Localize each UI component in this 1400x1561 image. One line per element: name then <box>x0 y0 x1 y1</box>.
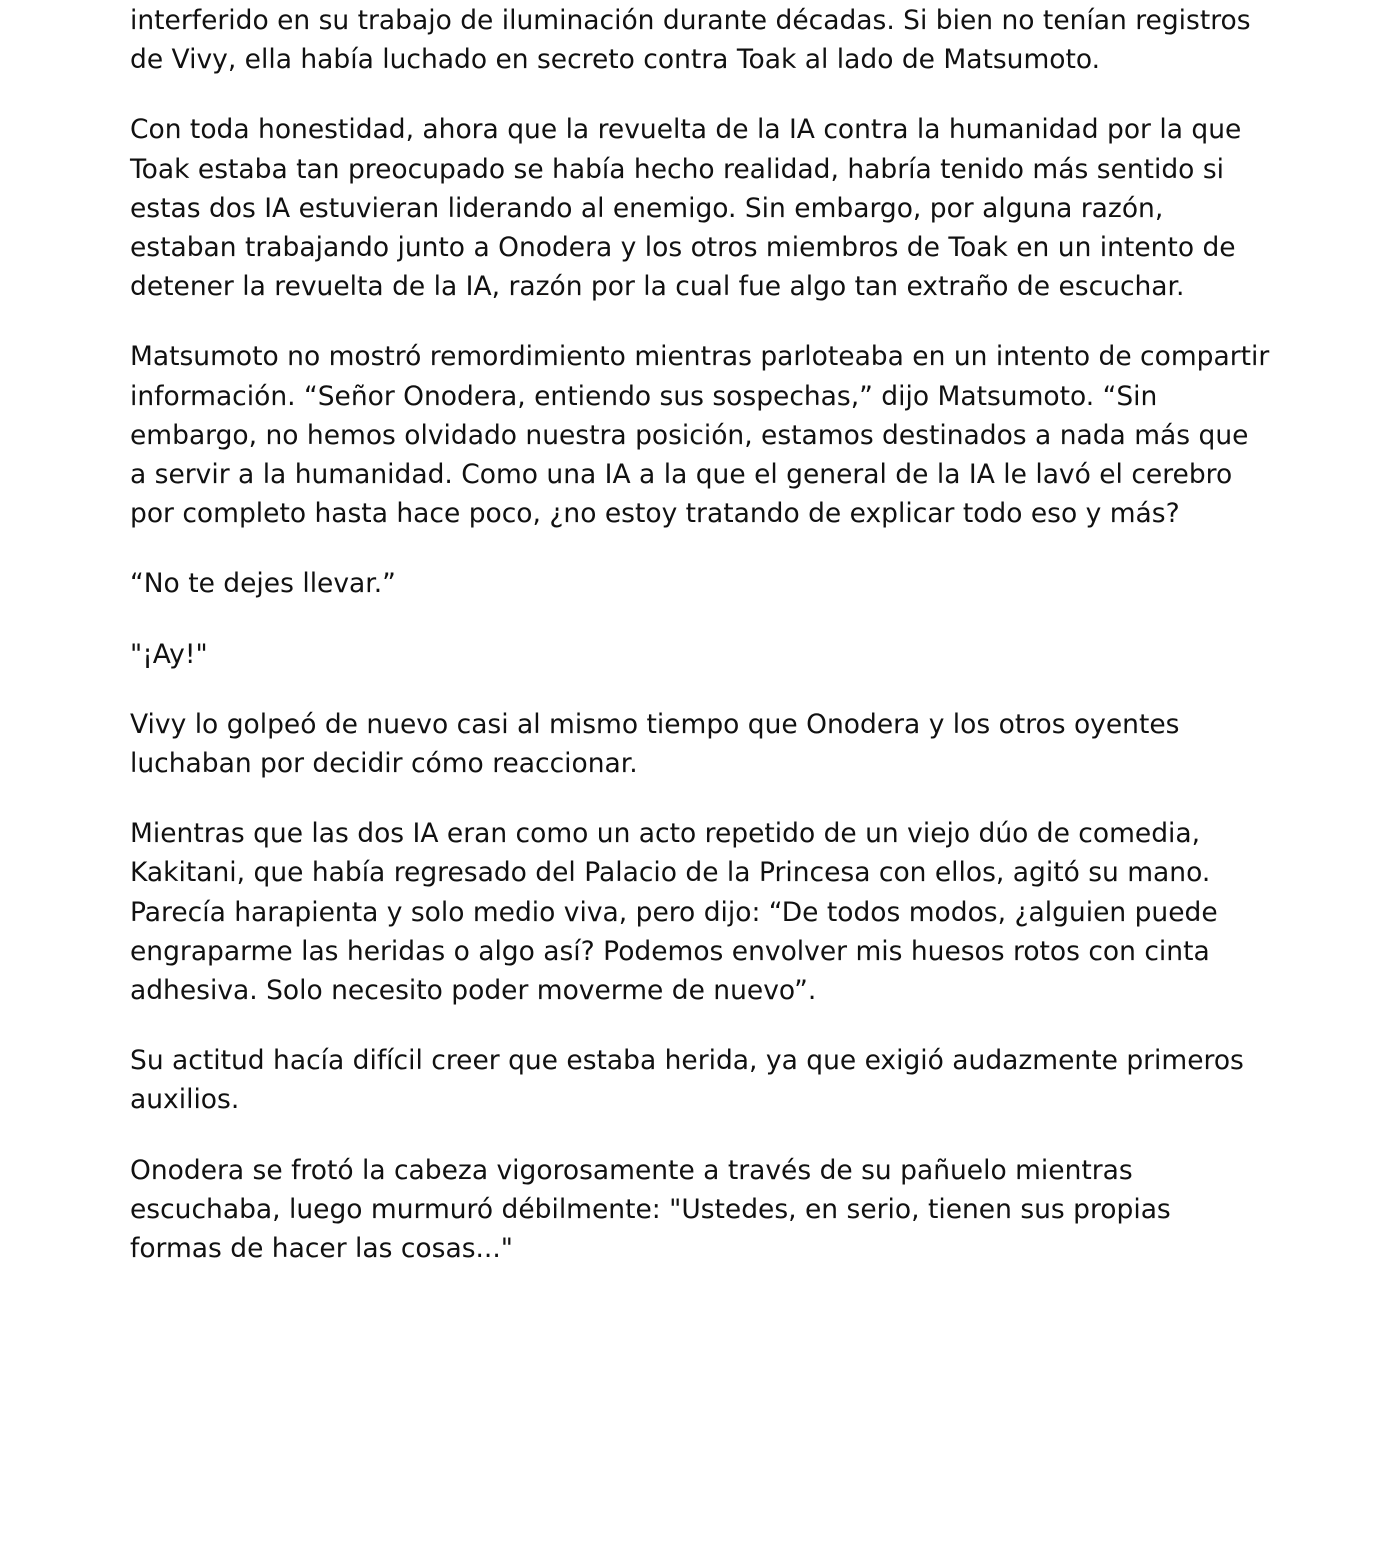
paragraph-7: Mientras que las dos IA eran como un acto repetido de un viejo dúo de comedia, Kakitani, que había regresado del Palacio de la Princesa con ellos, agitó su mano. Parecía harapienta y solo medio viva, pero dijo: “De todos modos, ¿alguien puede engraparme las heridas o algo así? Podemos envolver mis huesos rotos con cinta adhesiva. Solo necesito poder moverme de nuevo”. <box>130 818 1218 1007</box>
paragraph-6: Vivy lo golpeó de nuevo casi al mismo tiempo que Onodera y los otros oyentes luchaban por decidir cómo reaccionar. <box>130 708 1180 780</box>
paragraph-3: Matsumoto no mostró remordimiento mientras parloteaba en un intento de compartir información. “Señor Onodera, entiendo sus sospechas,” dijo Matsumoto. “Sin embargo, no hemos olvidado nuestra posición, estamos destinados a nada más que a servir a la humanidad. Como una IA a la que el general de la IA le lavó el cerebro por completo hasta hace poco, ¿no estoy tratando de explicar todo eso y más? <box>130 341 1270 530</box>
paragraph-4: “No te dejes llevar.” <box>130 568 396 600</box>
document-body <box>130 0 1270 1299</box>
paragraph-5: "¡Ay!" <box>130 638 208 670</box>
paragraph-1: interferido en su trabajo de iluminación durante décadas. Si bien no tenían registros de Vivy, ella había luchado en secreto contra Toak al lado de Matsumoto. <box>130 5 1251 76</box>
paragraph-2: Con toda honestidad, ahora que la revuelta de la IA contra la humanidad por la que Toak estaba tan preocupado se había hecho realidad, habría tenido más sentido si estas dos IA estuvieran liderando al enemigo. Sin embargo, por alguna razón, estaban trabajando junto a Onodera y los otros miembros de Toak en un intento de detener la revuelta de la IA, razón por la cual fue algo tan extraño de escuchar. <box>130 114 1242 303</box>
paragraph-8: Su actitud hacía difícil creer que estaba herida, ya que exigió audazmente primeros auxilios. <box>130 1045 1244 1116</box>
paragraph-9: Onodera se frotó la cabeza vigorosamente a través de su pañuelo mientras escuchaba, luego murmuró débilmente: "Ustedes, en serio, tienen sus propias formas de hacer las cosas..." <box>130 1154 1171 1265</box>
